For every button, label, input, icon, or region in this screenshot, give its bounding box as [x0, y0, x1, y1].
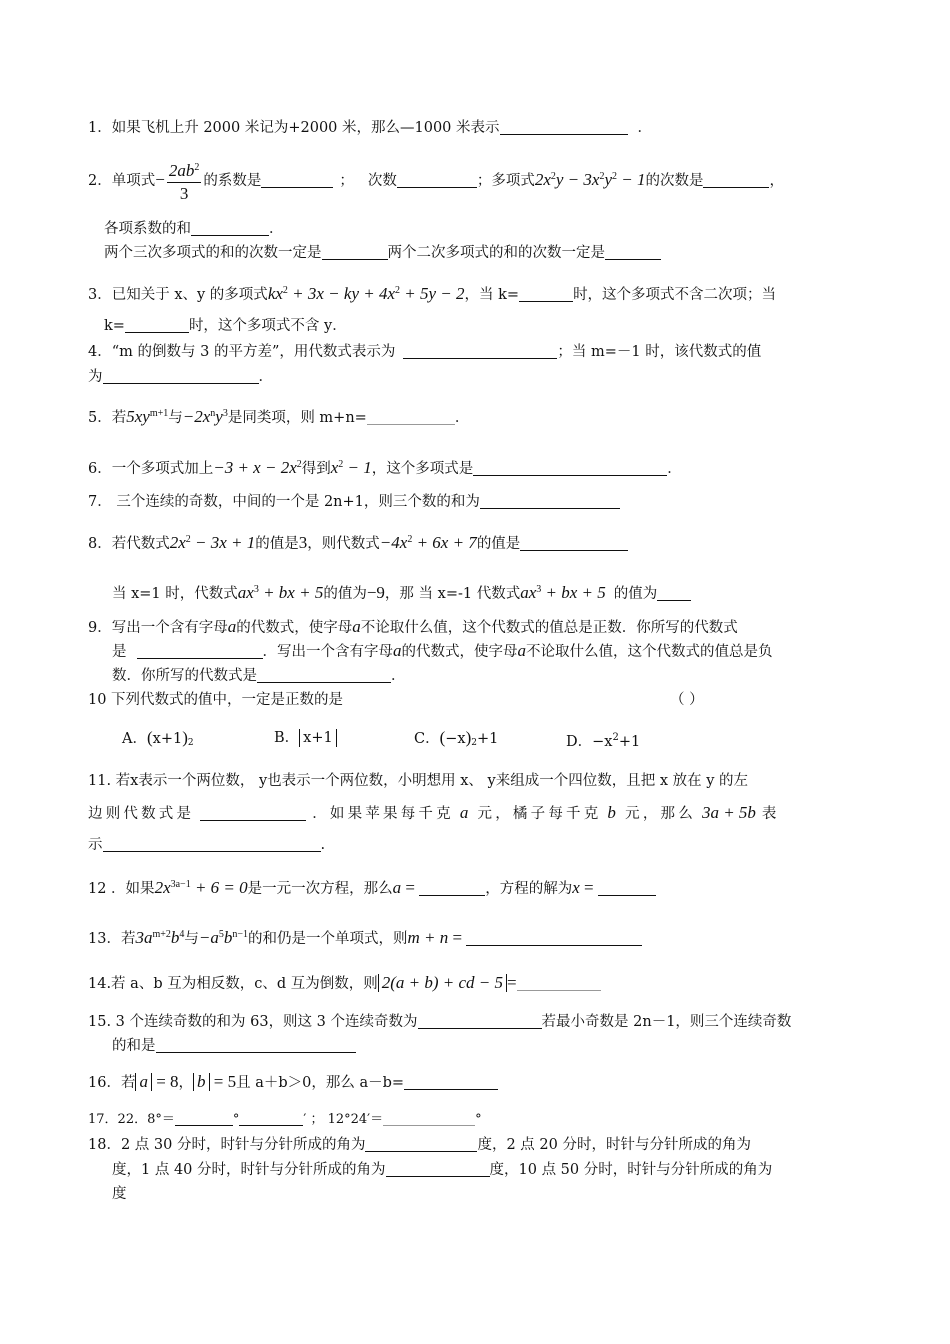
- question-18-line3: 度: [112, 1186, 127, 1202]
- polynomial-expr: $x^2 - 1$: [330, 458, 372, 477]
- answer-blank[interactable]: [657, 584, 691, 601]
- answer-blank[interactable]: [598, 879, 656, 896]
- answer-blank[interactable]: [519, 285, 573, 302]
- question-2-line3: 两个三次多项式的和的次数一定是 两个二次多项式的和的次数一定是: [104, 243, 661, 263]
- absolute-expr: 2(a + b) + cd − 5: [378, 974, 507, 992]
- question-15-line2: 的和是: [112, 1036, 356, 1056]
- answer-blank[interactable]: [703, 171, 769, 188]
- question-4-line2: 为 ．: [88, 369, 273, 385]
- question-18: 18．2 点 30 分时，时针与分针所成的角为 度，2 点 20 分时，时针与分针所成的角为: [88, 1137, 751, 1153]
- answer-blank[interactable]: [137, 642, 263, 659]
- answer-blank[interactable]: [397, 171, 477, 188]
- answer-blank[interactable]: [365, 1135, 477, 1152]
- question-9-line3: 数．你所写的代数式是 ．: [112, 668, 406, 684]
- question-2: 2．单项式− $\frac{2ab^2}{3}$ 的系数是 ； 次数 ；多项式$2x^2y - 3x^2y^2 - 1$的次数是 ，: [88, 154, 784, 205]
- answer-blank[interactable]: [466, 929, 642, 946]
- question-9-line2: 是 ．写出一个含有字母a的代数式，使字母a不论取什么值，这个代数式的值总是负: [112, 641, 773, 660]
- option-b[interactable]: B． x+1: [274, 728, 337, 748]
- question-11-line2: 边则代数式是 ．如果苹果每千克 a 元，橘子每千克 b 元，那么 3a + 5b 表: [88, 803, 780, 822]
- answer-blank[interactable]: [386, 1160, 490, 1177]
- option-c[interactable]: C．$(-x)_2+1$: [414, 728, 499, 748]
- answer-blank[interactable]: [403, 342, 557, 359]
- polynomial-expr: $kx^2 + 3x$ − ky + $4x^2 + 5y - 2$: [267, 284, 465, 303]
- answer-blank[interactable]: [419, 879, 485, 896]
- question-12: 12 ．如果$2x^{3a-1} + 6 = 0$是一元一次方程，那么a = ，方程的解为x =: [88, 875, 656, 899]
- answer-blank[interactable]: [257, 666, 391, 683]
- monomial-expr: $3a^{m+2}b^4$: [135, 928, 185, 947]
- question-10: 10 下列代数式的值中，一定是正数的是: [88, 692, 344, 708]
- answer-blank[interactable]: [383, 1109, 475, 1126]
- question-15: 15. 3 个连续奇数的和为 63，则这 3 个连续奇数为 若最小奇数是 2n－1，则三个连续奇数: [88, 1014, 792, 1030]
- question-11-line3: 示 .: [88, 837, 326, 853]
- answer-blank[interactable]: [520, 534, 628, 551]
- answer-blank[interactable]: [500, 118, 628, 135]
- answer-blank[interactable]: [480, 492, 620, 509]
- answer-blank[interactable]: [125, 316, 189, 333]
- polynomial-expr: $ax^3$ + bx + 5: [520, 583, 606, 602]
- fraction: $\frac{2ab^2}{3}$: [167, 157, 202, 205]
- answer-blank[interactable]: [261, 171, 333, 188]
- question-9: 9．写出一个含有字母a的代数式，使字母a不论取什么值，这个代数式的值总是正数．你所写的代数式: [88, 617, 738, 636]
- answer-paren[interactable]: （ ）: [670, 692, 704, 708]
- polynomial-expr: $ax^3$ + bx + 5: [237, 583, 324, 602]
- answer-blank[interactable]: [404, 1073, 498, 1090]
- answer-blank-minute[interactable]: [239, 1109, 303, 1126]
- monomial-expr: $-a^5b^{n-1}$: [198, 928, 248, 947]
- answer-blank[interactable]: [418, 1012, 542, 1029]
- question-3-line2: k= 时，这个多项式不含 y．: [104, 318, 347, 334]
- question-5: 5．若$5xy^{m+1}$与$-2x^ny^3$是同类项，则 m+n= ．: [88, 407, 470, 426]
- answer-blank[interactable]: [200, 804, 306, 821]
- question-17: 17．22．8°＝ ° ′ ； 12°24′＝ °: [88, 1109, 482, 1130]
- answer-blank[interactable]: [517, 974, 601, 991]
- option-d[interactable]: D．$-x^2+1$: [566, 732, 641, 750]
- answer-blank[interactable]: [322, 243, 388, 260]
- question-16: 16．若 a = 8， b = 5且 a＋b＞0，那么 a－b=: [88, 1072, 498, 1093]
- question-3: 3．已知关于 x、y 的多项式$kx^2 + 3x$ − ky + $4x^2 + 5y - 2$，当 k= 时，这个多项式不含二次项；当: [88, 284, 777, 303]
- question-7: 7． 三个连续的奇数，中间的一个是 2n+1，则三个数的和为: [88, 492, 620, 512]
- question-1: 1．如果飞机上升 2000 米记为+2000 米，那么—1000 米表示 ．: [88, 120, 653, 136]
- answer-blank[interactable]: [103, 367, 259, 384]
- monomial-expr: $5xy^{m+1}$: [126, 407, 169, 426]
- answer-blank-degree[interactable]: [175, 1109, 233, 1126]
- question-14: 14.若 a、b 互为相反数，c、d 互为倒数，则 2(a + b) + cd − 5 =: [88, 973, 601, 994]
- polynomial-expr: $-4x^2 + 6x + 7$: [379, 533, 477, 552]
- question-8-line2: 当 x=1 时，代数式$ax^3$ + bx + 5的值为−9，那 当 x=-1 代数式$ax^3$ + bx + 5 的值为: [112, 580, 691, 604]
- option-a[interactable]: A．$(x+1)_2$: [122, 728, 194, 748]
- monomial-expr: $-2x^ny^3$: [182, 407, 228, 426]
- question-18-line2: 度，1 点 40 分时，时针与分针所成的角为 度，10 点 50 分时，时针与分针所成的角为: [112, 1162, 773, 1178]
- question-6: 6．一个多项式加上$-3 + x - 2x^2$得到$x^2 - 1$，这个多项式是 ．: [88, 458, 682, 477]
- polynomial-expr: $2x^2 - 3x + 1$: [169, 533, 256, 552]
- polynomial-expr: $-3 + x - 2x^2$: [213, 458, 302, 477]
- question-13: 13．若$3a^{m+2}b^4$与$-a^5b^{n-1}$的和仍是一个单项式，则m + n =: [88, 925, 642, 949]
- answer-blank[interactable]: [367, 408, 455, 425]
- answer-blank[interactable]: [103, 835, 321, 852]
- answer-blank[interactable]: [605, 243, 661, 260]
- question-8: 8．若代数式$2x^2 - 3x + 1$的值是3，则代数式$-4x^2 + 6x + 7$的值是: [88, 530, 628, 554]
- polynomial-expr: $2x^2y - 3x^2y^2 - 1$: [534, 170, 646, 189]
- question-11: 11. 若x表示一个两位数， y也表示一个两位数，小明想用 x、 y来组成一个四位数，且把 x 放在 y 的左: [88, 773, 749, 789]
- equation-expr: $2x^{3a-1} + 6 = 0$: [154, 878, 248, 897]
- answer-blank[interactable]: [473, 459, 667, 476]
- question-4: 4．“m 的倒数与 3 的平方差”，用代数式表示为 ；当 m=－1 时，该代数式的值: [88, 344, 762, 360]
- answer-blank[interactable]: [156, 1036, 356, 1053]
- question-2-line2: 各项系数的和 ．: [104, 221, 284, 237]
- answer-blank[interactable]: [191, 219, 269, 236]
